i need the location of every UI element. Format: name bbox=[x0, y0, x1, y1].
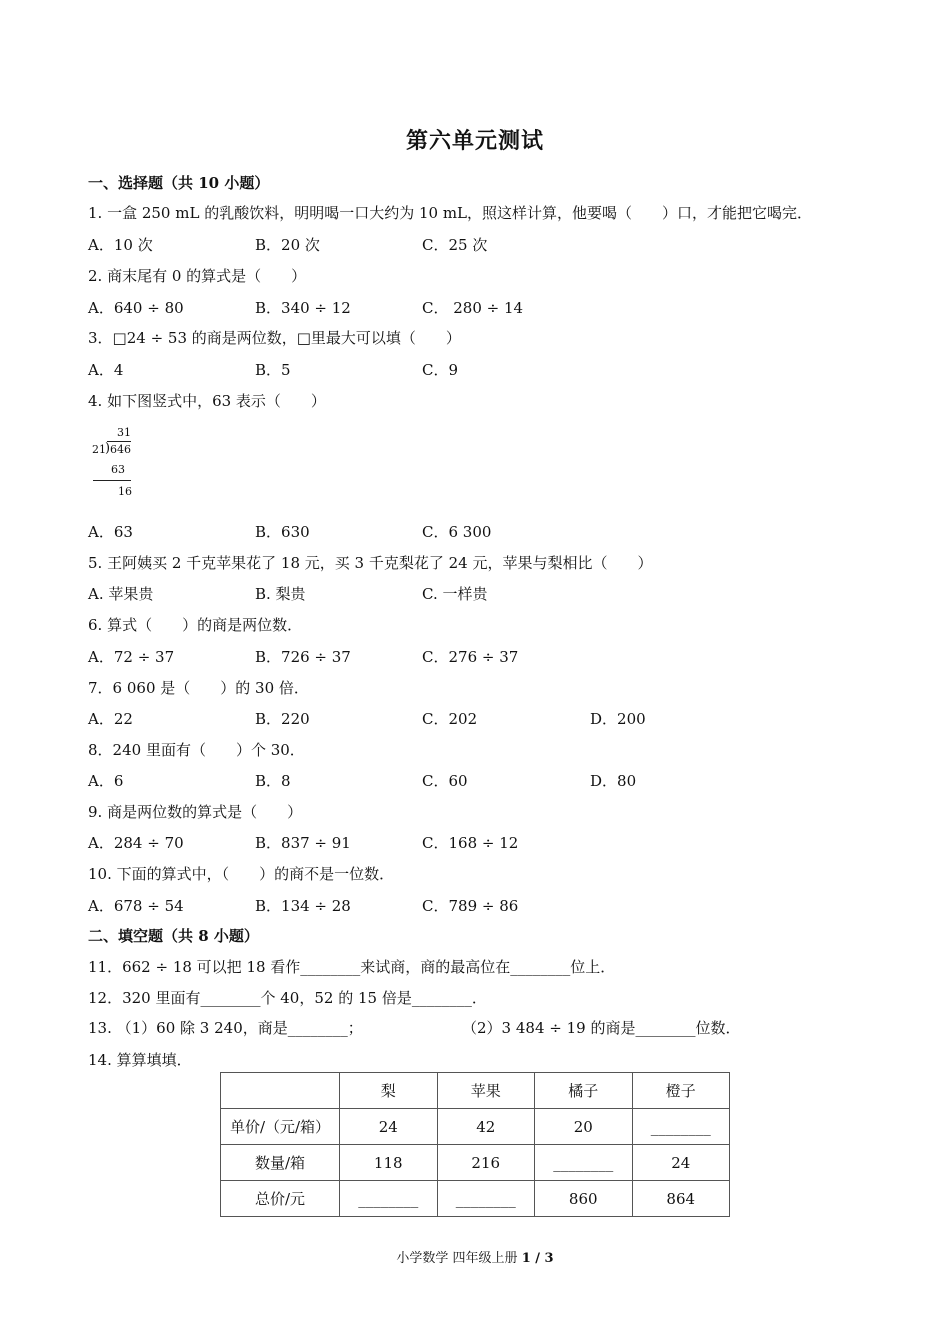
table-row-label: 数量/箱 bbox=[221, 1145, 340, 1181]
q3-option-c: C．9 bbox=[422, 361, 459, 379]
question-5: 5. 王阿姨买 2 千克苹果花了 18 元，买 3 千克梨花了 24 元，苹果与梨相比（ ） bbox=[88, 554, 653, 572]
table-cell: 24 bbox=[340, 1109, 438, 1145]
table-cell: 118 bbox=[340, 1145, 438, 1181]
q3-option-b: B．5 bbox=[255, 361, 291, 379]
q9-option-c: C．168 ÷ 12 bbox=[422, 834, 519, 852]
table-row bbox=[221, 1145, 730, 1181]
page-title: 第六单元测试 bbox=[405, 128, 544, 154]
page-footer bbox=[0, 1247, 950, 1266]
question-2: 2. 商末尾有 0 的算式是（ ） bbox=[88, 267, 307, 285]
division-bracket: ) bbox=[105, 441, 111, 456]
table-header-row bbox=[221, 1073, 730, 1109]
section-heading-choice: 一、选择题（共 10 小题） bbox=[88, 174, 270, 192]
q5-option-b: B. 梨贵 bbox=[255, 585, 306, 603]
q8-option-b: B．8 bbox=[255, 772, 291, 790]
table-cell: 42 bbox=[437, 1109, 535, 1145]
footer-text: 小学数学 四年级上册 bbox=[396, 1251, 518, 1266]
division-product: 63 bbox=[111, 463, 125, 476]
q10-option-c: C．789 ÷ 86 bbox=[422, 897, 519, 915]
table-header-cell: 苹果 bbox=[437, 1073, 535, 1109]
question-14: 14. 算算填填． bbox=[88, 1051, 192, 1069]
table-header-cell: 橙子 bbox=[632, 1073, 730, 1109]
table-cell: 20 bbox=[535, 1109, 633, 1145]
q6-option-c: C．276 ÷ 37 bbox=[422, 648, 519, 666]
table-cell: 216 bbox=[437, 1145, 535, 1181]
long-division-figure bbox=[86, 426, 146, 504]
table-cell: 860 bbox=[535, 1181, 633, 1217]
question-8: 8．240 里面有（ ）个 30． bbox=[88, 741, 305, 759]
q10-option-a: A．678 ÷ 54 bbox=[88, 897, 184, 915]
question-7: 7．6 060 是（ ）的 30 倍． bbox=[88, 679, 309, 697]
q6-option-a: A．72 ÷ 37 bbox=[88, 648, 175, 666]
question-11: 11．662 ÷ 18 可以把 18 看作________来试商，商的最高位在________位上． bbox=[88, 958, 616, 976]
table-cell: ________ bbox=[535, 1145, 633, 1181]
question-13-part-2: （2）3 484 ÷ 19 的商是________位数． bbox=[462, 1019, 741, 1037]
table-cell: 864 bbox=[632, 1181, 730, 1217]
division-divisor: 21 bbox=[92, 443, 106, 456]
question-13-part-1: 13. （1）60 除 3 240，商是________； bbox=[88, 1019, 363, 1037]
division-quotient: 31 bbox=[117, 426, 131, 439]
q3-option-a: A．4 bbox=[88, 361, 124, 379]
section-heading-fill: 二、填空题（共 8 小题） bbox=[88, 927, 259, 945]
page-number: 1 / 3 bbox=[521, 1251, 554, 1266]
q9-option-a: A．284 ÷ 70 bbox=[88, 834, 184, 852]
price-table bbox=[220, 1072, 730, 1217]
q7-option-c: C．202 bbox=[422, 710, 478, 728]
q4-option-b: B．630 bbox=[255, 523, 310, 541]
question-4: 4. 如下图竖式中，63 表示（ ） bbox=[88, 392, 326, 410]
q2-option-a: A．640 ÷ 80 bbox=[88, 299, 184, 317]
table-cell: 24 bbox=[632, 1145, 730, 1181]
q4-option-c: C．6 300 bbox=[422, 523, 492, 541]
q7-option-d: D．200 bbox=[590, 710, 646, 728]
q1-option-b: B．20 次 bbox=[255, 236, 320, 254]
q2-option-c: C． 280 ÷ 14 bbox=[422, 299, 524, 317]
question-10: 10. 下面的算式中，（ ）的商不是一位数． bbox=[88, 865, 395, 883]
q7-option-b: B．220 bbox=[255, 710, 310, 728]
table-row bbox=[221, 1109, 730, 1145]
q6-option-b: B．726 ÷ 37 bbox=[255, 648, 351, 666]
table-header-cell bbox=[221, 1073, 340, 1109]
q9-option-b: B．837 ÷ 91 bbox=[255, 834, 351, 852]
division-dividend: 646 bbox=[110, 443, 131, 456]
q7-option-a: A．22 bbox=[88, 710, 133, 728]
question-6: 6. 算式（ ）的商是两位数． bbox=[88, 616, 303, 634]
q4-option-a: A．63 bbox=[88, 523, 133, 541]
table-header-cell: 橘子 bbox=[535, 1073, 633, 1109]
q8-option-d: D．80 bbox=[590, 772, 637, 790]
table-row bbox=[221, 1181, 730, 1217]
table-row-label: 总价/元 bbox=[221, 1181, 340, 1217]
q8-option-c: C．60 bbox=[422, 772, 468, 790]
table-row-label: 单价/（元/箱） bbox=[221, 1109, 340, 1145]
question-9: 9. 商是两位数的算式是（ ） bbox=[88, 803, 303, 821]
q1-option-c: C．25 次 bbox=[422, 236, 488, 254]
division-remainder: 16 bbox=[118, 485, 132, 498]
table-cell: ________ bbox=[632, 1109, 730, 1145]
question-3: 3．□24 ÷ 53 的商是两位数，□里最大可以填（ ） bbox=[88, 329, 461, 347]
q8-option-a: A．6 bbox=[88, 772, 124, 790]
q5-option-a: A. 苹果贵 bbox=[88, 585, 154, 603]
q5-option-c: C. 一样贵 bbox=[422, 585, 488, 603]
table-cell: ________ bbox=[340, 1181, 438, 1217]
question-1: 1. 一盒 250 mL 的乳酸饮料，明明喝一口大约为 10 mL，照这样计算，他要喝（ ）口，才能把它喝完． bbox=[88, 204, 813, 222]
q1-option-a: A．10 次 bbox=[88, 236, 153, 254]
question-12: 12．320 里面有________个 40，52 的 15 倍是________． bbox=[88, 989, 487, 1007]
q2-option-b: B．340 ÷ 12 bbox=[255, 299, 351, 317]
table-cell: ________ bbox=[437, 1181, 535, 1217]
table-header-cell: 梨 bbox=[340, 1073, 438, 1109]
q10-option-b: B．134 ÷ 28 bbox=[255, 897, 351, 915]
